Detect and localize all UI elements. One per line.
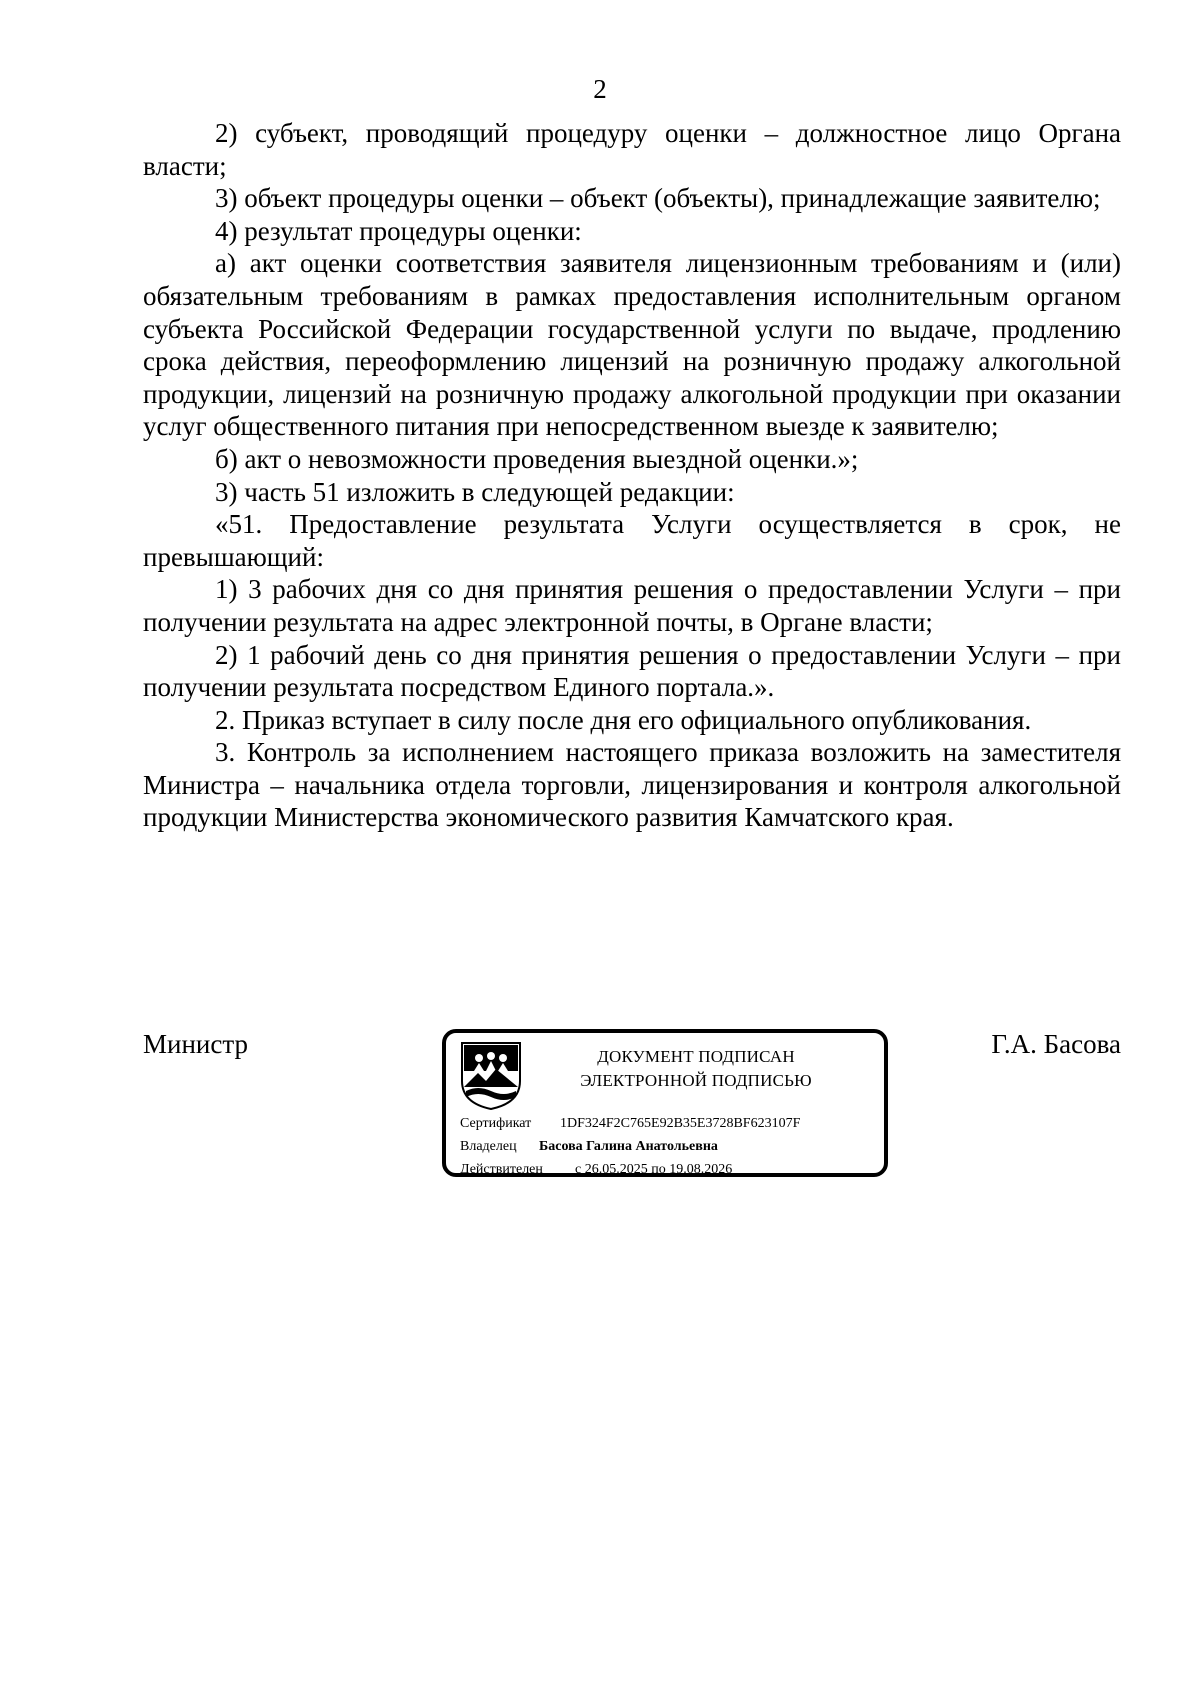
signer-position: Министр bbox=[143, 1029, 248, 1059]
owner-value: Басова Галина Анатольевна bbox=[539, 1139, 718, 1154]
stamp-title-line-2: ЭЛЕКТРОННОЙ ПОДПИСЬЮ bbox=[580, 1071, 812, 1090]
stamp-validity-row bbox=[460, 1161, 732, 1179]
page-number: 2 bbox=[593, 74, 607, 104]
stamp-owner-row bbox=[460, 1138, 718, 1156]
paragraph-result-a: а) акт оценки соответствия заявителя лицензионным требованиям и (или) обязательным требованиям в рамках предоставления исполнительным органом субъекта Российской Федерации государственной услуги по выдаче, продлению срока действия, переоформлению лицензий на розничную продажу алкогольной продукции, лицензий на розничную продажу алкогольной продукции при оказании услуг общественного питания при непосредственном выезде к заявителю; bbox=[143, 248, 1121, 442]
paragraph-subject: 2) субъект, проводящий процедуру оценки – должностное лицо Органа власти; bbox=[143, 118, 1121, 181]
signer-name: Г.А. Басова bbox=[991, 1029, 1121, 1059]
stamp-title-line-1: ДОКУМЕНТ ПОДПИСАН bbox=[597, 1047, 795, 1066]
document-body bbox=[143, 117, 1121, 834]
stamp-title bbox=[556, 1045, 836, 1093]
stamp-certificate-row bbox=[460, 1115, 800, 1133]
paragraph-control: 3. Контроль за исполнением настоящего приказа возложить на заместителя Министра – начальника отдела торговли, лицензирования и контроля алкогольной продукции Министерства экономического развития Камчатского края. bbox=[143, 737, 1121, 833]
kamchatka-coat-of-arms-icon bbox=[460, 1041, 522, 1111]
paragraph-51-item-1: 1) 3 рабочих дня со дня принятия решения о предоставлении Услуги – при получении результата на адрес электронной почты, в Органе власти; bbox=[143, 574, 1121, 637]
paragraph-effective: 2. Приказ вступает в силу после дня его официального опубликования. bbox=[215, 704, 1032, 735]
validity-value: с 26.05.2025 по 19.08.2026 bbox=[575, 1162, 733, 1177]
validity-label: Действителен bbox=[460, 1162, 543, 1177]
paragraph-51-item-2: 2) 1 рабочий день со дня принятия решения о предоставлении Услуги – при получении результата посредством Единого портала.». bbox=[143, 639, 1121, 703]
paragraph-result: 4) результат процедуры оценки: bbox=[215, 215, 582, 246]
paragraph-51-intro: «51. Предоставление результата Услуги осуществляется в срок, не превышающий: bbox=[143, 509, 1121, 572]
paragraph-object: 3) объект процедуры оценки – объект (объекты), принадлежащие заявителю; bbox=[215, 183, 1101, 214]
electronic-signature-stamp bbox=[442, 1029, 888, 1177]
paragraph-result-b: б) акт о невозможности проведения выездной оценки.»; bbox=[215, 443, 859, 474]
signature-block bbox=[143, 1020, 1121, 1190]
certificate-value: 1DF324F2C765E92B35E3728BF623107F bbox=[560, 1116, 801, 1131]
certificate-label: Сертификат bbox=[460, 1116, 532, 1131]
paragraph-part-51: 3) часть 51 изложить в следующей редакции: bbox=[215, 476, 735, 507]
owner-label: Владелец bbox=[460, 1139, 517, 1154]
